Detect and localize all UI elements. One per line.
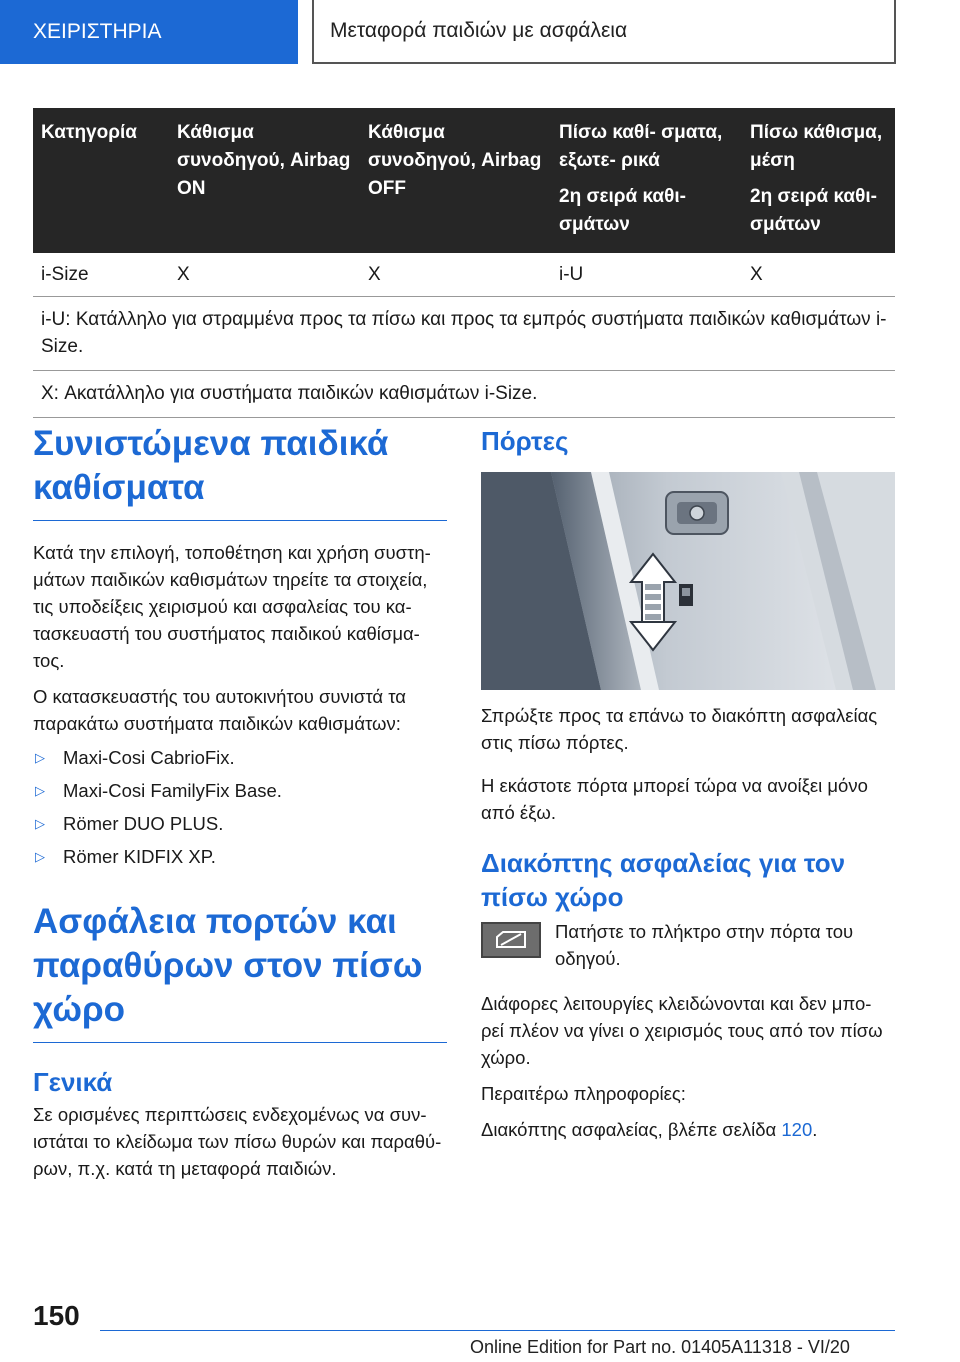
paragraph-seat-selection: Κατά την επιλογή, τοποθέτηση και χρήση συστη- μάτων παιδικών καθισμάτων τηρείτε τα στοιχεία, τις υποδείξεις χειρισμού και ασφαλείας του κα- τασκευαστή του συστήματος παιδικού καθίσμα- τος.: [33, 542, 431, 671]
list-item: ▷ Römer DUO PLUS.: [33, 810, 447, 837]
table-header-cell: Πίσω καθί- σματα, εξωτε- ρικά 2η σειρά καθι- σμάτων: [551, 108, 742, 253]
right-column-bottom: [481, 990, 895, 1143]
table-cell: X: [169, 253, 360, 297]
paragraph-manufacturer-recommends: Ο κατασκευαστής του αυτοκινήτου συνιστά τα παρακάτω συστήματα παιδικών καθισμάτων:: [33, 686, 406, 734]
table-header-cell: Κάθισμα συνοδηγού, Airbag OFF: [360, 108, 551, 253]
bullet-triangle-icon: ▷: [35, 816, 45, 831]
paragraph-push-switch: Σπρώξτε προς τα επάνω το διακόπτη ασφαλείας στις πίσω πόρτες.: [481, 705, 878, 753]
recommended-seats-list: [33, 744, 447, 870]
bullet-triangle-icon: ▷: [35, 783, 45, 798]
paragraph-more-info: Περαιτέρω πληροφορίες:: [481, 1083, 686, 1104]
list-item: ▷ Maxi-Cosi CabrioFix.: [33, 744, 447, 771]
header-chapter-title: Μεταφορά παιδιών με ασφάλεια: [312, 0, 896, 64]
heading-doors: Πόρτες: [481, 426, 569, 456]
paragraph-functions-locked: Διάφορες λειτουργίες κλειδώνονται και δεν μπο- ρεί πλέον να γίνει ο χειρισμός τους από τον πίσω χώρο.: [481, 993, 883, 1068]
right-column-text: [481, 702, 895, 914]
table-note-iu: i-U: Κατάλληλο για στραμμένα προς τα πίσω και προς τα εμπρός συστήματα παιδικών καθισμάτων i-Size.: [33, 297, 895, 371]
page-number: 150: [33, 1300, 80, 1331]
header-section-title: ΧΕΙΡΙΣΤΗΡΙΑ: [0, 0, 298, 64]
page-reference-link[interactable]: 120: [781, 1119, 813, 1140]
list-item: ▷ Römer KIDFIX XP.: [33, 843, 447, 870]
table-header-cell: Κατηγορία: [33, 108, 169, 253]
heading-rear-safety-switch: Διακόπτης ασφαλείας για τον πίσω χώρο: [481, 848, 846, 912]
switch-instruction-block: [555, 918, 895, 972]
table-note-row: [33, 297, 895, 371]
heading-door-window-safety: Ασφάλεια πορτών και παραθύρων στον πίσω χώρο: [33, 900, 447, 1043]
list-item: ▷ Maxi-Cosi FamilyFix Base.: [33, 777, 447, 804]
heading-general: Γενικά: [33, 1067, 113, 1097]
paragraph-door-opens-outside: Η εκάστοτε πόρτα μπορεί τώρα να ανοίξει μόνο από έξω.: [481, 775, 868, 823]
left-column: [33, 422, 447, 1182]
paragraph-press-button: Πατήστε το πλήκτρο στην πόρτα του οδηγού.: [555, 921, 854, 969]
table-cell: X: [360, 253, 551, 297]
bullet-triangle-icon: ▷: [35, 750, 45, 765]
bullet-triangle-icon: ▷: [35, 849, 45, 864]
table-header-row: [33, 108, 895, 253]
table-header-cell: Κάθισμα συνοδηγού, Airbag ON: [169, 108, 360, 253]
table-note-x: X: Ακατάλληλο για συστήματα παιδικών καθισμάτων i-Size.: [33, 371, 895, 418]
door-child-lock-illustration: [481, 472, 895, 690]
paragraph-reference: Διακόπτης ασφαλείας, βλέπε σελίδα 120.: [481, 1119, 818, 1140]
window-lock-button-icon: [481, 922, 541, 958]
table-note-row: [33, 371, 895, 418]
heading-recommended-seats: Συνιστώμενα παιδικά καθίσματα: [33, 422, 447, 521]
table-row: [33, 253, 895, 297]
table-cell: i-U: [551, 253, 742, 297]
table-header-cell: Πίσω κάθισμα, μέση 2η σειρά καθι- σμάτων: [742, 108, 895, 253]
table-cell: X: [742, 253, 895, 297]
child-seat-category-table: [33, 108, 895, 418]
footer-divider: [100, 1330, 895, 1331]
table-cell: i-Size: [33, 253, 169, 297]
paragraph-general: Σε ορισμένες περιπτώσεις ενδεχομένως να συν- ιστάται το κλείδωμα των πίσω θυρών και παραθύ- ρων, π.χ. κατά τη μεταφορά παιδιών.: [33, 1104, 442, 1179]
right-column: [481, 424, 895, 458]
footer-edition-text: Online Edition for Part no. 01405A11318 - VI/20: [470, 1337, 850, 1357]
